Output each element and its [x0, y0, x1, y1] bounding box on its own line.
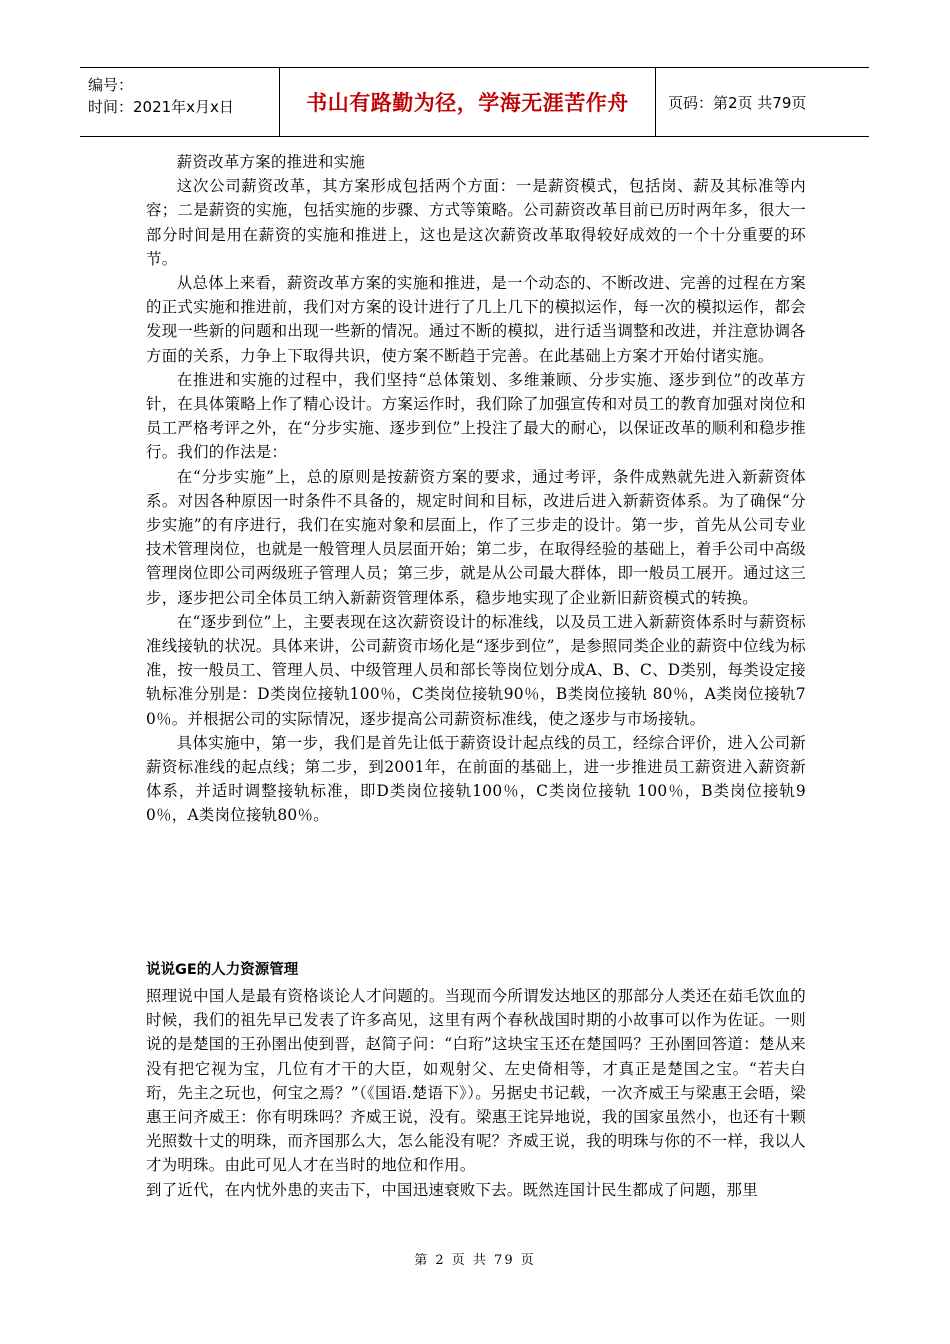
article-ge-hr — [146, 958, 806, 1202]
paragraph: 在“分步实施”上，总的原则是按薪资方案的要求，通过考评，条件成熟就先进入新薪资体系。对因各种原因一时条件不具备的，规定时间和目标，改进后进入新薪资体系。为了确保“分步实施”的有序进行，我们在实施对象和层面上，作了三步走的设计。第一步，首先从公司专业技术管理岗位，也就是一般管理人员层面开始；第二步，在取得经验的基础上，着手公司中高级管理岗位即公司两级班子管理人员；第三步，就是从公司最大群体，即一般员工展开。通过这三步，逐步把公司全体员工纳入新薪资管理体系，稳步地实现了企业新旧薪资模式的转换。 — [146, 467, 806, 607]
motto-text: 书山有路勤为径，学海无涯苦作舟 — [306, 91, 629, 115]
header-motto-cell — [280, 68, 656, 136]
page-header — [80, 67, 869, 137]
paragraph: 在推进和实施的过程中，我们坚持“总体策划、多维兼顾、分步实施、逐步到位”的改革方针，在具体策略上作了精心设计。方案运作时，我们除了加强宣传和对员工的教育加强对岗位和员工严格考评之外，在“分步实施、逐步到位”上投注了最大的耐心，以保证改革的顺利和稳步推行。我们的作法是： — [146, 370, 806, 462]
paragraph: 在“逐步到位”上，主要表现在这次薪资设计的标准线，以及员工进入新薪资体系时与薪资标准线接轨的状况。具体来讲，公司薪资市场化是“逐步到位”，是参照同类企业的薪资中位线为标准，按一般员工、管理人员、中级管理人员和部长等岗位划分成A、B、C、D类别，每类设定接轨标准分别是：D类岗位接轨100％，C类岗位接轨90％，B类岗位接轨 80％，A类岗位接轨70％。并根据公司的实际情况，逐步提高公司薪资标准线，使之逐步与市场接轨。 — [146, 612, 806, 728]
header-meta — [80, 68, 280, 136]
article-salary-reform — [146, 150, 806, 828]
paragraph: 具体实施中，第一步，我们是首先让低于薪资设计起点线的员工，经综合评价，进入公司新薪资标准线的起点线；第二步，到2001年，在前面的基础上，进一步推进员工薪资进入薪资新体系，并适时调整接轨标准，即D类岗位接轨100％，C类岗位接轨 100％，B类岗位接轨90％，A类岗位接轨80％。 — [146, 733, 806, 825]
paragraph: 到了近代，在内忧外患的夹击下，中国迅速衰败下去。既然连国计民生都成了问题，那里 — [146, 1180, 758, 1199]
time-label: 时间：2021年x月x日 — [88, 98, 234, 116]
page-footer: 第 2 页 共 79 页 — [414, 1253, 536, 1268]
paragraph: 从总体上来看，薪资改革方案的实施和推进，是一个动态的、不断改进、完善的过程在方案的正式实施和推进前，我们对方案的设计进行了几上几下的模拟运作，每一次的模拟运作，都会发现一些新的问题和出现一些新的情况。通过不断的模拟，进行适当调整和改进，并注意协调各方面的关系，力争上下取得共识，使方案不断趋于完善。在此基础上方案才开始付诸实施。 — [146, 274, 806, 365]
page-label: 页码：第2页 共79页 — [668, 93, 807, 112]
section-heading: 说说GE的人力资源管理 — [146, 962, 299, 978]
article-title: 薪资改革方案的推进和实施 — [176, 153, 366, 171]
paragraph: 照理说中国人是最有资格谈论人才问题的。当现而今所谓发达地区的那部分人类还在茹毛饮血的时候，我们的祖先早已发表了许多高见，这里有两个春秋战国时期的小故事可以作为佐证。一则说的是楚国的王孙圉出使到晋，赵简子问：“白珩”这块宝玉还在楚国吗？王孙圉回答道：楚从来没有把它视为宝，几位有才干的大臣，如观射父、左史倚相等，才真正是楚国之宝。“若夫白珩，先主之玩也，何宝之焉？”（《国语.楚语下》）。另据史书记载，一次齐威王与梁惠王会晤，梁惠王问齐威王：你有明珠吗？齐威王说，没有。梁惠王诧异地说，我的国家虽然小，也还有十颗光照数十丈的明珠，而齐国那么大，怎么能没有呢？齐威王说，我的明珠与你的不一样，我以人才为明珠。由此可见人才在当时的地位和作用。 — [146, 987, 806, 1175]
paragraph: 这次公司薪资改革，其方案形成包括两个方面：一是薪资模式，包括岗、薪及其标准等内容；二是薪资的实施，包括实施的步骤、方式等策略。公司薪资改革目前已历时两年多，很大一部分时间是用在薪资的实施和推进上，这也是这次薪资改革取得较好成效的一个十分重要的环节。 — [146, 177, 806, 268]
header-page-cell — [656, 68, 869, 136]
number-label: 编号： — [88, 76, 134, 94]
